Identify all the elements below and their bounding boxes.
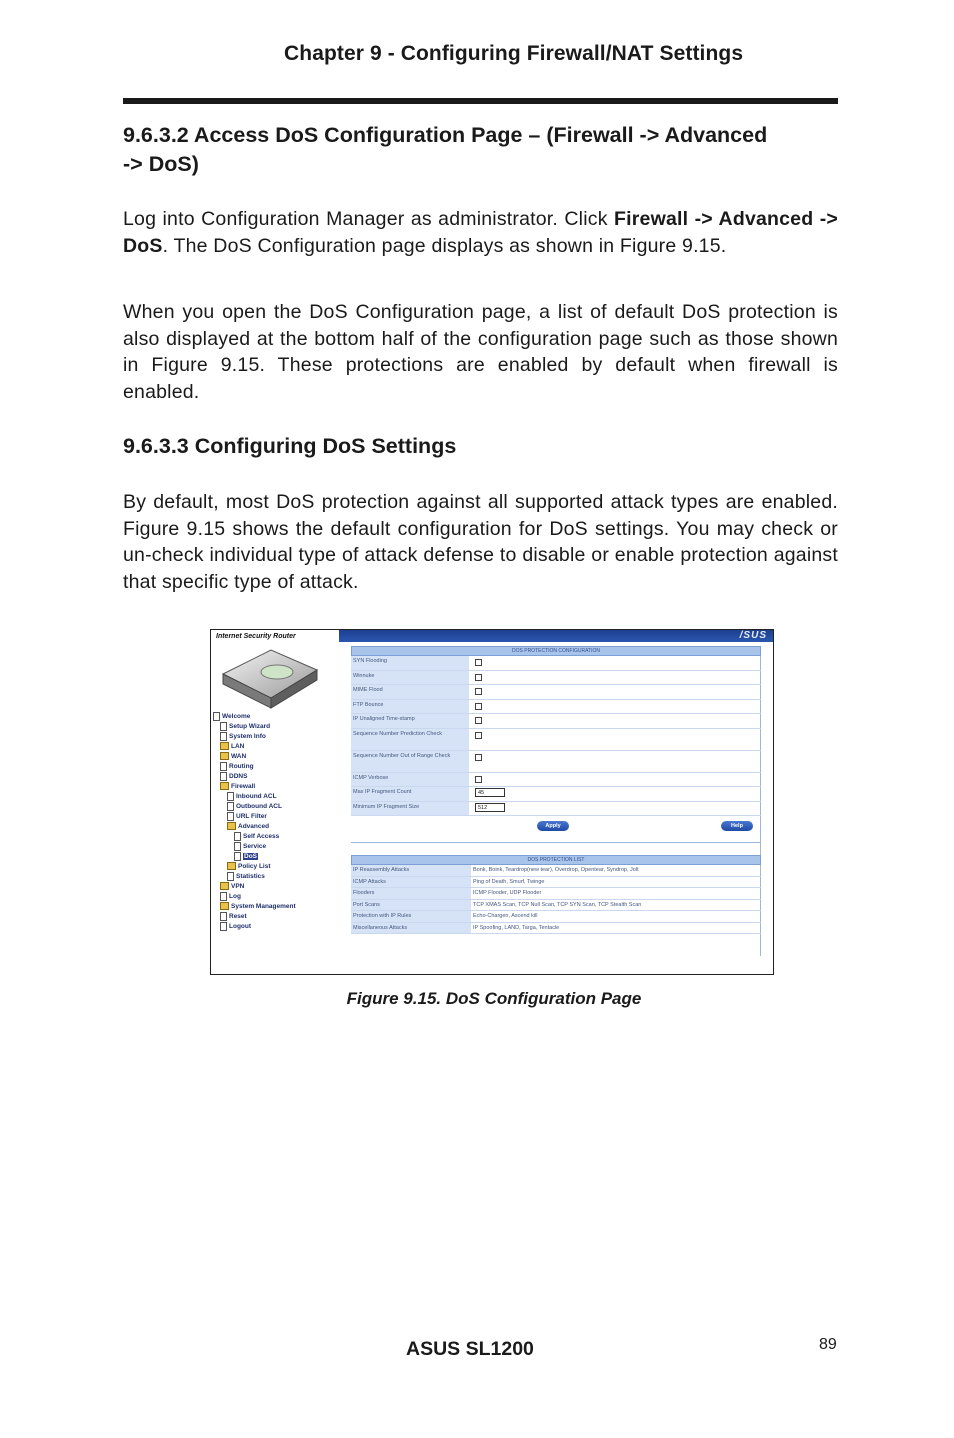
list-row (351, 865, 761, 877)
doc-icon (220, 912, 227, 921)
apply-button[interactable]: Apply (537, 821, 569, 831)
section-9-6-3-3 (123, 432, 838, 461)
protection-checkbox[interactable] (475, 732, 482, 739)
nav-item[interactable] (213, 872, 339, 882)
figure-caption: Figure 9.15. DoS Configuration Page (346, 989, 642, 1008)
footer-product: ASUS SL1200 (406, 1338, 534, 1360)
config-row (351, 751, 761, 773)
nav-item-label: System Info (229, 733, 266, 741)
config-label: ICMP Verbose (351, 773, 469, 787)
attack-types: IP Spoofing, LAND, Targa, Tentacle (473, 924, 560, 931)
attack-types: ICMP Flooder, UDP Flooder (473, 890, 542, 896)
doc-icon (220, 762, 227, 771)
config-row (351, 700, 761, 715)
doc-icon (227, 792, 234, 801)
nav-item[interactable] (213, 812, 339, 822)
nav-item[interactable] (213, 792, 339, 802)
protection-checkbox[interactable] (475, 754, 482, 761)
nav-item[interactable] (213, 852, 339, 862)
nav-item-label: System Management (231, 903, 296, 910)
section-heading: 9.6.3.3 Configuring DoS Settings (123, 434, 457, 458)
attack-category: Miscellaneous Attacks (351, 923, 471, 934)
config-input[interactable]: 45 (475, 788, 505, 797)
folder-icon (220, 752, 229, 760)
doc-icon (220, 732, 227, 741)
nav-item-label: LAN (231, 743, 245, 750)
config-label: Sequence Number Out of Range Check (351, 751, 469, 772)
list-row (351, 923, 761, 935)
page-number: 89 (819, 1336, 837, 1353)
attack-types: Ping of Death, Smurf, Twinge (473, 878, 545, 885)
paragraph-3: By default, most DoS protection against all supported attack types are enabled. Figure 9.15 shows the default configuration for DoS settings. You may check or un-check individual type of attack defense to disable or enable protection against that specific type of attack. (123, 491, 838, 593)
protection-checkbox[interactable] (475, 659, 482, 666)
doc-icon (234, 832, 241, 841)
router-image (219, 644, 319, 710)
nav-item-label: VPN (231, 883, 245, 890)
nav-item[interactable] (213, 782, 339, 792)
nav-item[interactable] (213, 862, 339, 872)
config-table (347, 656, 761, 816)
folder-icon (220, 882, 229, 890)
nav-item-label: Welcome (222, 713, 251, 721)
doc-icon (213, 712, 220, 721)
nav-item-label: DDNS (229, 773, 248, 781)
attack-types: Bonk, Boink, Teardrop(new tear), Overdrop, Opentear, Syndrop, Jolt (473, 867, 639, 873)
nav-item[interactable] (213, 902, 339, 912)
doc-icon (220, 772, 227, 781)
brand-name: Internet Security Router (216, 633, 296, 640)
attack-category: Protection with IP Rules (351, 911, 471, 922)
nav-tree (213, 712, 339, 932)
list-table-header: DOS PROTECTION LIST (351, 855, 761, 865)
section-9-6-3-2 (123, 121, 838, 179)
doc-icon (220, 892, 227, 901)
attack-types: Echo-Chargen, Ascend kill (473, 913, 538, 919)
config-label: Minimum IP Fragment Size (351, 802, 469, 816)
attack-category: IP Reassembly Attacks (351, 865, 471, 876)
config-row (351, 773, 761, 788)
config-row (351, 714, 761, 729)
folder-icon (220, 782, 229, 790)
config-label: Max IP Fragment Count (351, 787, 469, 801)
menu-path: Firewall -> Advanced -> DoS (123, 208, 838, 257)
config-label: IP Unaligned Time-stamp (351, 714, 469, 728)
nav-item[interactable] (213, 892, 339, 902)
nav-sidebar (211, 630, 339, 974)
chapter-header: Chapter 9 - Configuring Firewall/NAT Settings (284, 42, 744, 65)
protection-checkbox[interactable] (475, 688, 482, 695)
list-row (351, 888, 761, 900)
dos-config-panel (347, 646, 761, 934)
nav-item[interactable] (213, 762, 339, 772)
list-row (351, 900, 761, 912)
button-row (347, 816, 761, 838)
config-input[interactable]: 512 (475, 803, 505, 812)
nav-item-label: Statistics (236, 873, 265, 881)
config-row (351, 729, 761, 751)
section-divider (351, 842, 761, 843)
attack-category: ICMP Attacks (351, 877, 471, 888)
doc-icon (234, 852, 241, 861)
protection-checkbox[interactable] (475, 776, 482, 783)
attack-category: Flooders (351, 888, 471, 899)
folder-icon (227, 822, 236, 830)
nav-item-label: Inbound ACL (236, 793, 277, 801)
nav-item-label: Routing (229, 763, 254, 771)
nav-item[interactable] (213, 832, 339, 842)
config-row (351, 802, 761, 817)
nav-item[interactable] (213, 912, 339, 922)
folder-icon (220, 742, 229, 750)
doc-icon (227, 812, 234, 821)
config-row (351, 685, 761, 700)
nav-item[interactable] (213, 822, 339, 832)
attack-types: TCP XMAS Scan, TCP Null Scan, TCP SYN Scan, TCP Stealth Scan (473, 901, 642, 908)
nav-item-label: Log (229, 893, 241, 901)
config-row (351, 656, 761, 671)
protection-checkbox[interactable] (475, 703, 482, 710)
folder-icon (220, 902, 229, 910)
config-label: FTP Bounce (351, 700, 469, 714)
nav-item-label: DoS (244, 853, 257, 861)
nav-item-label: Policy List (238, 863, 271, 870)
nav-item-label: Advanced (238, 823, 270, 830)
config-row (351, 671, 761, 686)
asus-logo: /SUS (739, 630, 767, 641)
paragraph-1: Log into Configuration Manager as administrator. Click Firewall -> Advanced -> DoS. The DoS Configuration page displays as shown in Figure 9.15. (123, 208, 838, 257)
header-rule (123, 98, 838, 104)
nav-item[interactable] (213, 802, 339, 812)
help-button[interactable]: Help (721, 821, 753, 831)
nav-item-label: WAN (231, 753, 247, 760)
config-label: SYN Flooding (351, 656, 469, 670)
nav-item[interactable] (213, 842, 339, 852)
figure-screenshot (210, 629, 774, 975)
doc-icon (234, 842, 241, 851)
config-label: Winnuke (351, 671, 469, 685)
folder-icon (227, 862, 236, 870)
list-row (351, 911, 761, 923)
nav-item[interactable] (213, 772, 339, 782)
doc-icon (227, 872, 234, 881)
nav-item[interactable] (213, 722, 339, 732)
nav-item-label: Firewall (231, 783, 256, 790)
nav-item[interactable] (213, 882, 339, 892)
nav-item[interactable] (213, 712, 339, 722)
paragraph-2: When you open the DoS Configuration page, a list of default DoS protection is also displayed at the bottom half of the configuration page such as those shown in Figure 9.15. These protections are enabled by default when firewall is enabled. (123, 301, 838, 403)
section-heading: 9.6.3.2 Access DoS Configuration Page – (Firewall -> Advanced -> DoS) (123, 123, 768, 176)
protection-checkbox[interactable] (475, 717, 482, 724)
nav-item[interactable] (213, 732, 339, 742)
doc-icon (220, 722, 227, 731)
protection-list (347, 865, 761, 934)
protection-checkbox[interactable] (475, 674, 482, 681)
config-label: MIME Flood (351, 685, 469, 699)
nav-item-label: Logout (229, 923, 252, 931)
config-label: Sequence Number Prediction Check (351, 729, 469, 750)
nav-item[interactable] (213, 922, 339, 932)
nav-item-label: Service (243, 843, 267, 851)
doc-icon (220, 922, 227, 931)
nav-item[interactable] (213, 742, 339, 752)
config-row (351, 787, 761, 802)
attack-category: Port Scans (351, 900, 471, 911)
nav-item[interactable] (213, 752, 339, 762)
nav-item-label: URL Filter (236, 813, 267, 821)
nav-item-label: Reset (229, 913, 247, 921)
nav-item-label: Outbound ACL (236, 803, 282, 811)
nav-item-label: Setup Wizard (229, 723, 271, 731)
doc-icon (227, 802, 234, 811)
list-row (351, 877, 761, 889)
config-table-header: DOS PROTECTION CONFIGURATION (351, 646, 761, 656)
nav-item-label: Self Access (243, 833, 280, 841)
